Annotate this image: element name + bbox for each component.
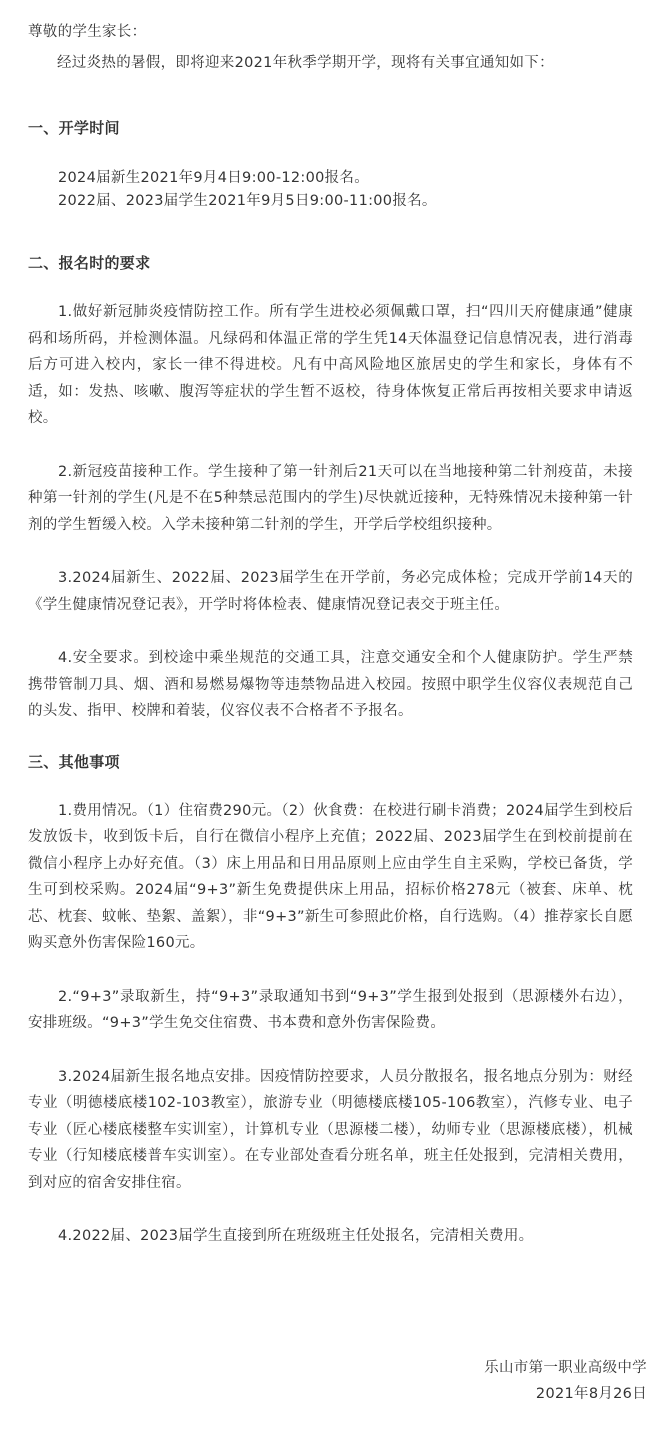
section-title: 二、报名时的要求	[28, 254, 151, 272]
section-requirements	[28, 253, 633, 725]
salutation: 尊敬的学生家长：	[28, 24, 147, 40]
schedule-line: 2024届新生2021年9月4日9:00-12:00报名。	[58, 170, 370, 186]
signature-block	[347, 1355, 647, 1407]
notice-date: 2021年8月26日	[535, 1386, 647, 1402]
paragraph: 3.2024届新生报名地点安排。因疫情防控要求，人员分散报名，报名地点分别为：财经专业（明德楼底楼102-103教室），旅游专业（明德楼底楼105-106教室），汽修专业、电子专业（匠心楼底楼整车实训室），计算机专业（思源楼二楼），幼师专业（思源楼底楼），机械专业（行知楼底楼普车实训室）。在专业部处查看分班名单，班主任处报到，完清相关费用，到对应的宿舍安排住宿。	[28, 1068, 633, 1191]
section-title: 一、开学时间	[28, 119, 120, 137]
section-schedule	[28, 118, 633, 213]
paragraph: 3.2024届新生、2022届、2023届学生在开学前，务必完成体检；完成开学前14天的《学生健康情况登记表》，开学时将体检表、健康情况登记表交于班主任。	[28, 570, 633, 613]
paragraph: 2.新冠疫苗接种工作。学生接种了第一针剂后21天可以在当地接种第二针剂疫苗，未接种第一针剂的学生(凡是不在5种禁忌范围内的学生)尽快就近接种，无特殊情况未接种第一针剂的学生暂缓入校。入学未接种第二针剂的学生，开学后学校组织接种。	[28, 463, 633, 533]
section-other	[28, 752, 633, 1250]
paragraph: 1.费用情况。（1）住宿费290元。（2）伙食费：在校进行刷卡消费；2024届学生到校后发放饭卡，收到饭卡后，自行在微信小程序上充值；2022届、2023届学生在到校前提前在微信小程序上办好充值。（3）床上用品和日用品原则上应由学生自主采购，学校已备货，学生可到校采购。2024届“9+3”新生免费提供床上用品，招标价格278元（被套、床单、枕芯、枕套、蚊帐、垫絮、盖絮），非“9+3”新生可参照此价格，自行选购。（4）推荐家长自愿购买意外伤害保险160元。	[28, 802, 633, 951]
paragraph: 4.安全要求。到校途中乘坐规范的交通工具，注意交通安全和个人健康防护。学生严禁携带管制刀具、烟、酒和易燃易爆物等违禁物品进入校园。按照中职学生仪容仪表规范自己的头发、指甲、校牌和着装，仪容仪表不合格者不予报名。	[28, 650, 633, 719]
schedule-line: 2022届、2023届学生2021年9月5日9:00-11:00报名。	[58, 193, 437, 209]
paragraph: 4.2022届、2023届学生直接到所在班级班主任处报名，完清相关费用。	[58, 1228, 534, 1244]
paragraph: 2.“9+3”录取新生，持“9+3”录取通知书到“9+3”学生报到处报到（思源楼外右边），安排班级。“9+3”学生免交住宿费、书本费和意外伤害保险费。	[28, 988, 633, 1031]
section-title: 三、其他事项	[28, 752, 120, 771]
intro-paragraph: 经过炎热的暑假，即将迎来2021年秋季学期开学，现将有关事宜通知如下：	[57, 55, 554, 71]
school-name: 乐山市第一职业高级中学	[484, 1360, 647, 1376]
paragraph: 1.做好新冠肺炎疫情防控工作。所有学生进校必须佩戴口罩，扫“四川天府健康通”健康码和场所码，并检测体温。凡绿码和体温正常的学生凭14天体温登记信息情况表，进行消毒后方可进入校内，家长一律不得进校。凡有中高风险地区旅居史的学生和家长，身体有不适，如：发热、咳嗽、腹泻等症状的学生暂不返校，待身体恢复正常后再按相关要求申请返校。	[28, 304, 633, 426]
schedule-lines	[28, 167, 633, 213]
